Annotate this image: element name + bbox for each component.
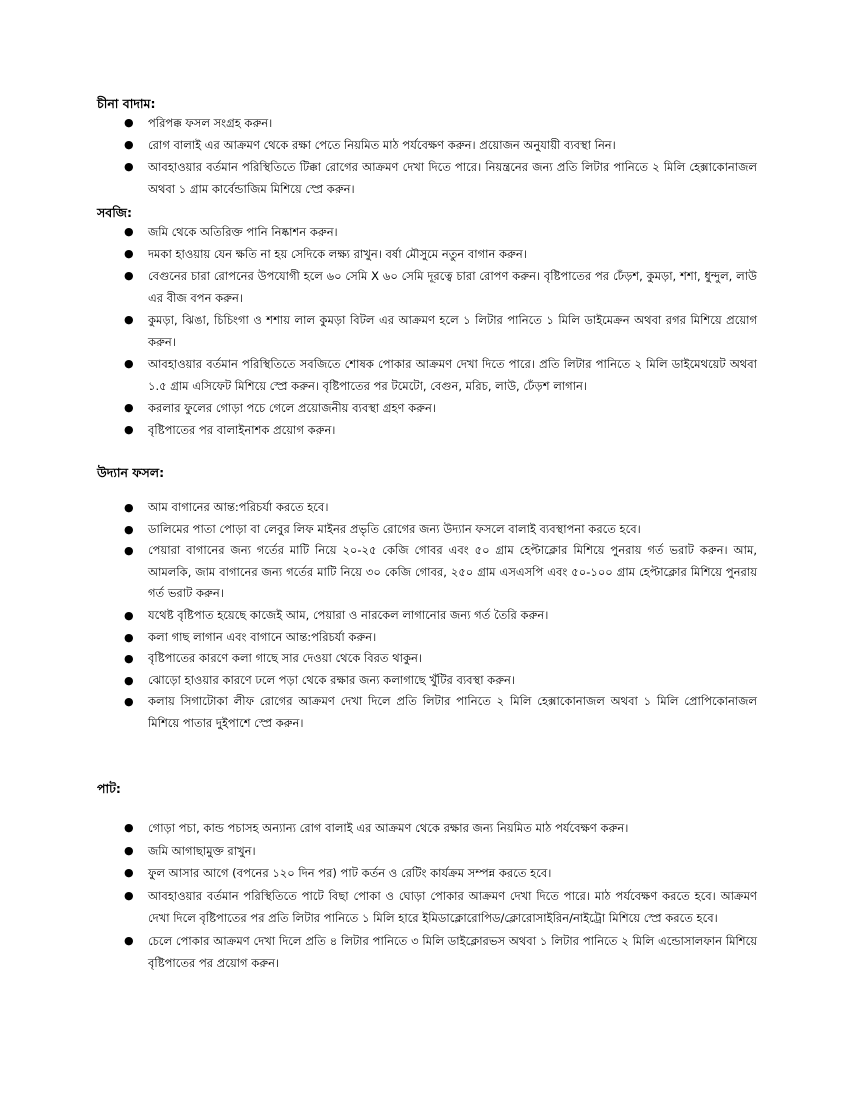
bullet-icon: ● xyxy=(124,160,134,173)
list-item xyxy=(97,134,757,156)
list-item xyxy=(97,817,757,840)
list-item xyxy=(97,243,757,265)
list-item-text: করলার ফুলের গোড়া পচে গেলে প্রয়োজনীয় ব্যবস্থা গ্রহণ করুন। xyxy=(148,401,436,415)
bullet-icon: ● xyxy=(124,269,134,282)
list-item-text: চেলে পোকার আক্রমণ দেখা দিলে প্রতি ৪ লিটার পানিতে ৩ মিলি ডাইক্লোরভস অথবা ১ লিটার পানিতে ২ মিলি এন্ডোসালফান মিশিয়ে বৃষ্টিপাতের পর প্রয়োগ করুন। xyxy=(148,933,757,970)
bullet-icon: ● xyxy=(124,866,134,879)
bullet-icon: ● xyxy=(124,695,134,709)
section-heading: পাট: xyxy=(97,781,121,796)
list-item xyxy=(97,519,757,541)
list-item-text: ফুল আসার আগে (বপনের ১২০ দিন পর) পাট কর্তন ও রেটিং কার্যক্রম সম্পন্ন করতে হবে। xyxy=(148,866,552,880)
section-horticulture xyxy=(97,465,757,735)
section-jute xyxy=(97,781,757,975)
list-item xyxy=(97,419,757,441)
list-item xyxy=(97,605,757,627)
bullet-icon: ● xyxy=(124,630,134,644)
list-item xyxy=(97,265,757,309)
bullet-icon: ● xyxy=(124,933,134,947)
section-vegetables xyxy=(97,205,757,441)
bullet-icon: ● xyxy=(124,608,134,622)
bullet-icon: ● xyxy=(124,843,134,857)
list-item xyxy=(97,648,757,670)
list-item xyxy=(97,885,757,930)
section-heading: চীনা বাদাম: xyxy=(97,96,156,111)
list-item-text: বৃষ্টিপাতের পর বালাইনাশক প্রয়োগ করুন। xyxy=(148,423,336,437)
bullet-icon: ● xyxy=(124,225,134,238)
bullet-list xyxy=(97,817,757,975)
bullet-icon: ● xyxy=(124,522,134,536)
bullet-icon: ● xyxy=(124,313,134,326)
list-item xyxy=(97,497,757,519)
list-item-text: আবহাওয়ার বর্তমান পরিস্থিতিতে টিক্কা রোগের আক্রমণ দেখা দিতে পারে। নিয়ন্ত্রনের জন্য প্রতি লিটার পানিতে ২ মিলি হেক্সাকোনাজল অথবা ১ গ্রাম কার্বেন্ডাজিম মিশিয়ে স্প্রে করুন। xyxy=(148,160,757,196)
bullet-icon: ● xyxy=(124,247,134,260)
bullet-icon: ● xyxy=(124,116,134,129)
list-item-text: কুমড়া, ঝিঙা, চিচিংগা ও শশায় লাল কুমড়া বিটল এর আক্রমণ হলে ১ লিটার পানিতে ১ মিলি ডাইমেক্রন অথবা রগর মিশিয়ে প্রয়োগ করুন। xyxy=(148,313,757,349)
list-item-text: ঝোড়ো হাওয়ার কারণে ঢলে পড়া থেকে রক্ষার জন্য কলাগাছে খুঁটির ব্যবস্থা করুন। xyxy=(148,672,516,687)
bullet-icon: ● xyxy=(124,888,134,902)
list-item xyxy=(97,353,757,397)
list-item-text: আবহাওয়ার বর্তমান পরিস্থিতিতে পাটে বিছা পোকা ও ঘোড়া পোকার আক্রমণ দেখা দিতে পারে। মাঠ পর্যবেক্ষণ করতে হবে। আক্রমণ দেখা দিলে বৃষ্টিপাতের পর প্রতি লিটার পানিতে ১ মিলি হারে ইমিডাক্লোরোপিড/ক্লোরোসাইরিন/নাইট্রো মিশিয়ে স্প্রে করতে হবে। xyxy=(148,888,757,925)
list-item-text: ডালিমের পাতা পোড়া বা লেবুর লিফ মাইনর প্রভৃতি রোগের জন্য উদ্যান ফসলে বালাই ব্যবস্থাপনা করতে হবে। xyxy=(148,521,641,536)
bullet-icon: ● xyxy=(124,821,134,834)
list-item xyxy=(97,691,757,734)
list-item-text: আবহাওয়ার বর্তমান পরিস্থিতিতে সবজিতে শোষক পোকার আক্রমণ দেখা দিতে পারে। প্রতি লিটার পানিতে ২ মিলি ডাইমেথয়েট অথবা ১.৫ গ্রাম এসিফেট মিশিয়ে স্প্রে করুন। বৃষ্টিপাতের পর টমেটো, বেগুন, মরিচ, লাউ, ঢেঁড়শ লাগান। xyxy=(148,357,757,393)
list-item xyxy=(97,840,757,863)
list-item xyxy=(97,862,757,885)
bullet-icon: ● xyxy=(124,652,134,666)
bullet-list xyxy=(97,112,757,200)
list-item-text: কলায় সিগাটোকা লীফ রোগের আক্রমণ দেখা দিলে প্রতি লিটার পানিতে ২ মিলি হেক্সাকোনাজল অথবা ১ মিলি প্রোপিকোনাজল মিশিয়ে পাতার দুইপাশে স্প্রে করুন। xyxy=(148,694,757,730)
list-item-text: বেগুনের চারা রোপনের উপযোগী হলে ৬০ সেমি X ৬০ সেমি দূরত্বে চারা রোপণ করুন। বৃষ্টিপাতের পর ঢেঁড়শ, কুমড়া, শশা, ধুন্দুল, লাউ এর বীজ বপন করুন। xyxy=(148,269,757,305)
list-item-text: কলা গাছ লাগান এবং বাগানে আন্ত:পরিচর্যা করুন। xyxy=(148,629,377,644)
bullet-list xyxy=(97,221,757,441)
list-item-text: জমি থেকে অতিরিক্ত পানি নিষ্কাশন করুন। xyxy=(148,225,338,239)
list-item-text: জমি আগাছামুক্ত রাখুন। xyxy=(148,843,256,858)
bullet-icon: ● xyxy=(124,423,134,436)
list-item xyxy=(97,112,757,134)
list-item-text: গোড়া পচা, কান্ড পচাসহ অন্যান্য রোগ বালাই এর আক্রমণ থেকে রক্ষার জন্য নিয়মিত মাঠ পর্যবেক্ষণ করুন। xyxy=(148,821,629,835)
bullet-icon: ● xyxy=(124,401,134,414)
list-item-text: দমকা হাওয়ায় যেন ক্ষতি না হয় সেদিকে লক্ষ্য রাখুন। বর্ষা মৌসুমে নতুন বাগান করুন। xyxy=(148,247,527,261)
list-item-text: বৃষ্টিপাতের কারণে কলা গাছে সার দেওয়া থেকে বিরত থাকুন। xyxy=(148,651,423,666)
bullet-icon: ● xyxy=(124,138,134,151)
list-item xyxy=(97,670,757,692)
bullet-list xyxy=(97,497,757,735)
list-item-text: রোগ বালাই এর আক্রমণ থেকে রক্ষা পেতে নিয়মিত মাঠ পর্যবেক্ষণ করুন। প্রয়োজন অনুযায়ী ব্যবস্থা নিন। xyxy=(148,138,616,152)
list-item-text: আম বাগানের আন্ত:পরিচর্যা করতে হবে। xyxy=(148,500,329,514)
list-item xyxy=(97,221,757,243)
list-item xyxy=(97,540,757,605)
bullet-icon: ● xyxy=(124,357,134,370)
bullet-icon: ● xyxy=(124,544,134,558)
section-heading: সবজি: xyxy=(97,205,132,220)
section-heading: উদ্যান ফসল: xyxy=(97,465,165,480)
list-item xyxy=(97,309,757,353)
list-item-text: পরিপক্ক ফসল সংগ্রহ করুন। xyxy=(148,116,273,130)
bullet-icon: ● xyxy=(124,673,134,687)
list-item xyxy=(97,397,757,419)
list-item xyxy=(97,627,757,649)
bullet-icon: ● xyxy=(124,501,134,514)
list-item xyxy=(97,930,757,975)
list-item-text: যথেষ্ট বৃষ্টিপাত হয়েছে কাজেই আম, পেয়ারা ও নারকেল লাগানোর জন্য গর্ত তৈরি করুন। xyxy=(148,607,549,622)
list-item-text: পেয়ারা বাগানের জন্য গর্তের মাটি নিয়ে ২০-২৫ কেজি গোবর এবং ৫০ গ্রাম হেপ্টাক্লোর মিশিয়ে পুনরায় গর্ত ভরাট করুন। আম, আমলকি, জাম বাগানের জন্য গর্তের মাটি নিয়ে ৩০ কেজি গোবর, ২৫০ গ্রাম এসএসপি এবং ৫০-১০০ গ্রাম হেপ্টাক্লোর মিশিয়ে পুনরায় গর্ত ভরাট করুন। xyxy=(148,543,757,601)
section-peanut xyxy=(97,96,757,200)
list-item xyxy=(97,156,757,200)
